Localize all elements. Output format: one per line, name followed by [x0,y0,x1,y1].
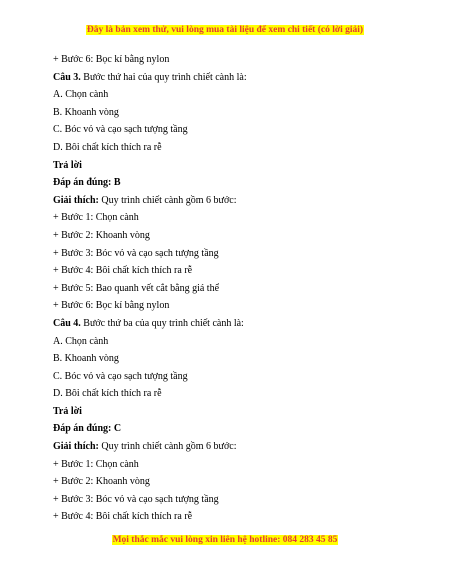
line-text: + Bước 1: Chọn cành [53,212,139,224]
text-line [53,491,433,509]
text-line [53,209,433,227]
text-line [53,297,433,315]
line-text: C. Bóc vỏ và cạo sạch tượng tầng [53,370,188,382]
preview-notice-text: Đây là bản xem thử, vui lòng mua tài liệu để xem chi tiết (có lời giải) [86,25,364,35]
text-line [53,227,433,245]
bold-label: Câu 3. [53,71,81,83]
line-text: Bước thứ hai của quy trình chiết cành là: [80,71,247,83]
text-line [53,139,433,157]
line-text: Quy trình chiết cành gồm 6 bước: [98,441,237,453]
hotline-text: Mọi thắc mắc vui lòng xin liên hệ hotline: 084 283 45 85 [112,535,338,545]
line-text: + Bước 6: Bọc kí bằng nylon [53,300,170,312]
text-line [53,315,433,333]
text-line [53,262,433,280]
bold-label: Giải thích: [53,194,99,206]
text-line [53,368,433,386]
line-text: A. Chọn cành [53,89,109,101]
text-line [53,245,433,263]
text-line [53,403,433,421]
line-text: + Bước 3: Bóc vỏ và cạo sạch tượng tầng [53,493,219,505]
text-line [53,121,433,139]
line-text: Quy trình chiết cành gồm 6 bước: [98,194,237,206]
text-line [53,192,433,210]
text-line [53,473,433,491]
bold-label: Câu 4. [53,317,81,329]
text-line [53,508,433,526]
text-line [53,456,433,474]
text-line [53,385,433,403]
line-text: + Bước 2: Khoanh vòng [53,229,150,241]
text-line [53,280,433,298]
text-line [53,157,433,175]
line-text: Bước thứ ba của quy trình chiết cành là: [80,317,244,329]
line-text: B. Khoanh vòng [53,106,119,118]
line-text: + Bước 5: Bao quanh vết cắt bằng giá thể [53,282,220,294]
bold-label: Trả lời [53,159,82,171]
line-text: + Bước 3: Bóc vỏ và cạo sạch tượng tầng [53,247,219,259]
bold-label: Trả lời [53,405,82,417]
text-line [53,174,433,192]
document-body [53,51,433,526]
line-text: + Bước 1: Chọn cành [53,458,139,470]
text-line [53,333,433,351]
bold-label: Đáp án đúng: C [53,423,122,435]
text-line [53,420,433,438]
line-text: + Bước 6: Bọc kí bằng nylon [53,54,170,65]
line-text: B. Khoanh vòng [53,353,119,365]
line-text: A. Chọn cành [53,335,109,347]
text-line [53,438,433,456]
hotline-banner [0,535,450,545]
text-line [53,350,433,368]
text-line [53,51,433,69]
line-text: D. Bôi chất kích thích ra rễ [53,388,162,400]
text-line [53,86,433,104]
line-text: + Bước 2: Khoanh vòng [53,476,150,488]
text-line [53,69,433,87]
text-line [53,104,433,122]
bold-label: Giải thích: [53,441,99,453]
line-text: D. Bôi chất kích thích ra rễ [53,141,162,153]
preview-notice-banner [0,25,450,35]
line-text: + Bước 4: Bôi chất kích thích ra rễ [53,511,193,523]
line-text: + Bước 4: Bôi chất kích thích ra rễ [53,265,193,277]
bold-label: Đáp án đúng: B [53,177,121,189]
line-text: C. Bóc vỏ và cạo sạch tượng tầng [53,124,188,136]
